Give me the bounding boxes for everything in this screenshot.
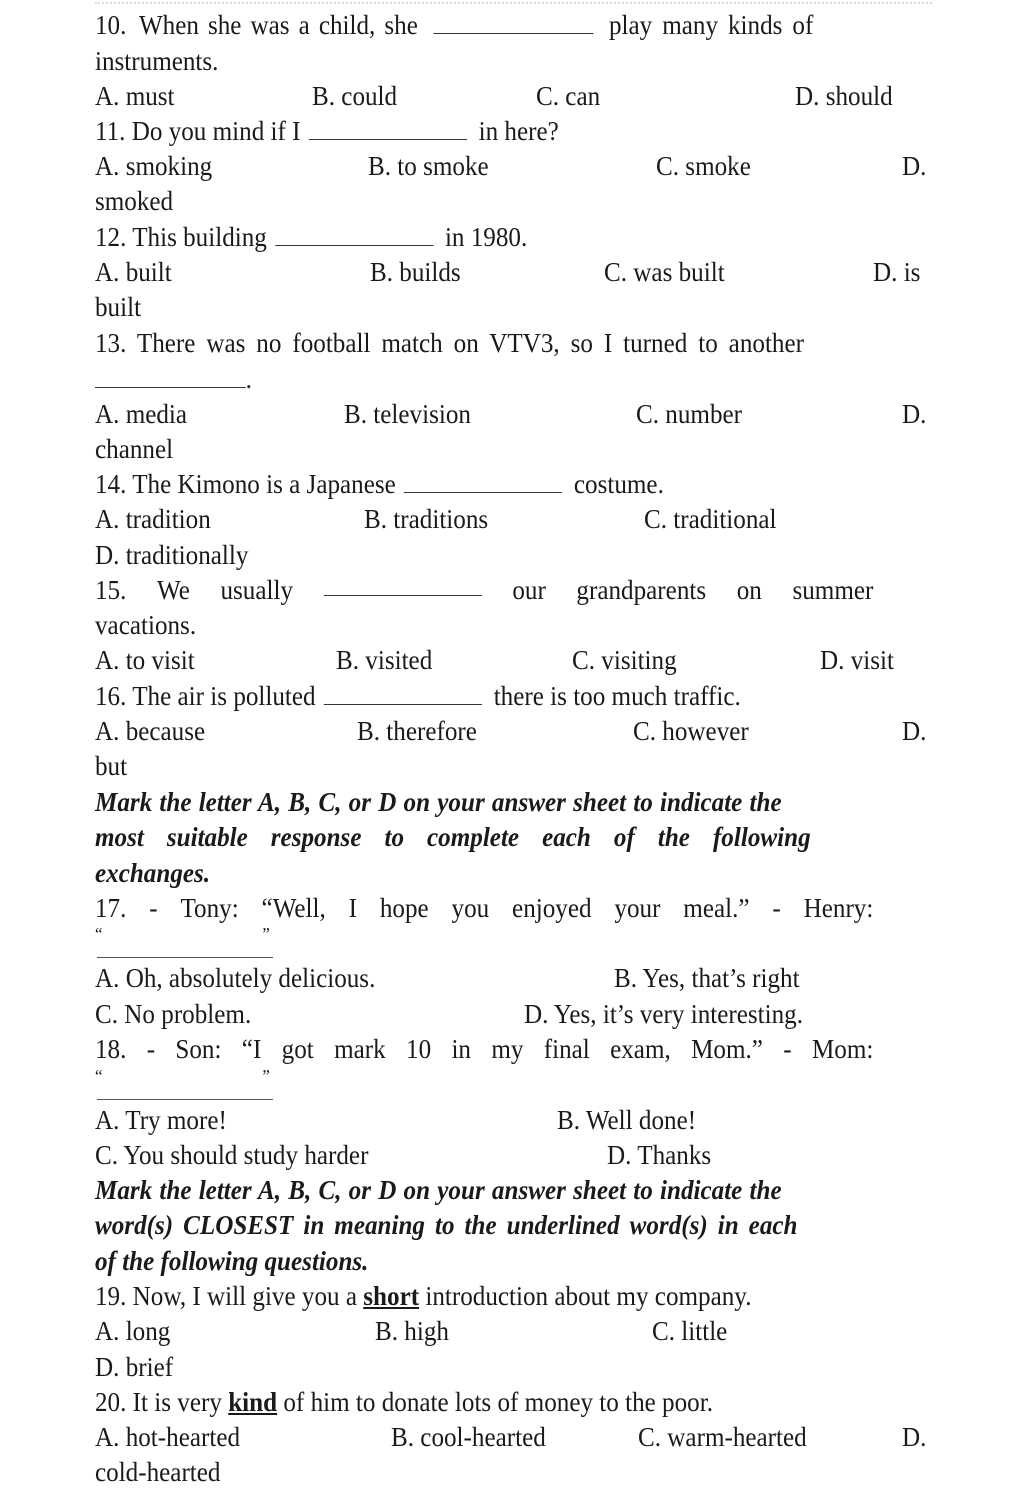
- question-text: 19. Now, I will give you a: [95, 1281, 357, 1311]
- option-a[interactable]: A. media: [95, 399, 188, 429]
- option-a[interactable]: A. Try more!: [95, 1105, 227, 1135]
- question-text: 16. The air is polluted: [95, 681, 316, 711]
- option-d[interactable]: D. Thanks: [607, 1140, 712, 1170]
- option-a[interactable]: A. to visit: [95, 645, 195, 675]
- option-d-text[interactable]: smoked: [95, 186, 174, 216]
- question-word: 17.: [95, 893, 127, 923]
- question-15: [95, 573, 873, 608]
- option-b[interactable]: B. visited: [336, 645, 433, 675]
- question-word: -: [783, 1034, 792, 1064]
- option-c[interactable]: C. You should study harder: [95, 1140, 369, 1170]
- question-word: your: [614, 893, 661, 923]
- question-word: -: [146, 1034, 156, 1064]
- section-instruction: exchanges.: [95, 858, 211, 888]
- question-13-cont: [95, 362, 873, 397]
- question-word: usually: [220, 575, 294, 605]
- answer-blank[interactable]: [97, 1099, 273, 1100]
- question-word: -: [772, 893, 781, 923]
- option-c[interactable]: C. however: [633, 716, 749, 746]
- open-quote: “: [95, 1066, 103, 1086]
- option-c[interactable]: C. warm-hearted: [638, 1422, 807, 1452]
- option-d-text[interactable]: but: [95, 751, 128, 781]
- question-13: 13. There was no football match on VTV3, so I turned to another: [95, 328, 804, 358]
- option-c[interactable]: C. smoke: [656, 151, 751, 181]
- option-b[interactable]: B. television: [344, 399, 471, 429]
- option-b[interactable]: B. builds: [370, 257, 461, 287]
- question-11: [95, 114, 873, 149]
- option-d[interactable]: D. should: [795, 81, 893, 111]
- section-instruction: Mark the letter A, B, C, or D on your answer sheet to indicate the: [95, 1175, 782, 1205]
- question-word: I: [348, 893, 357, 923]
- option-a[interactable]: A. built: [95, 257, 172, 287]
- answer-blank[interactable]: [97, 957, 273, 958]
- question-17: [95, 891, 873, 926]
- question-word: “I: [241, 1034, 262, 1064]
- answer-blank[interactable]: [324, 682, 482, 705]
- question-word: on: [736, 575, 762, 605]
- question-word: “Well,: [261, 893, 326, 923]
- question-word: -: [149, 893, 158, 923]
- section-instruction: word(s) CLOSEST in meaning to the underlined word(s) in each: [95, 1210, 798, 1240]
- answer-blank[interactable]: [433, 11, 593, 34]
- option-d[interactable]: D.: [902, 1422, 927, 1452]
- option-c[interactable]: C. visiting: [572, 645, 677, 675]
- question-text: 11. Do you mind if I: [95, 116, 301, 146]
- option-d[interactable]: D. Yes, it’s very interesting.: [524, 999, 803, 1029]
- question-text: in here?: [478, 116, 559, 146]
- question-text: introduction about my company.: [425, 1281, 752, 1311]
- question-text: costume.: [573, 469, 664, 499]
- question-word: final: [543, 1034, 590, 1064]
- option-d[interactable]: D. traditionally: [95, 540, 249, 570]
- question-16: [95, 679, 873, 714]
- option-d[interactable]: D.: [902, 151, 927, 181]
- option-c[interactable]: C. can: [536, 81, 601, 111]
- open-quote: “: [95, 924, 103, 944]
- response-quote-line: [95, 1064, 873, 1088]
- question-word: exam,: [610, 1034, 671, 1064]
- option-c[interactable]: C. No problem.: [95, 999, 252, 1029]
- option-d-text[interactable]: built: [95, 292, 142, 322]
- answer-blank[interactable]: [324, 573, 482, 596]
- answer-blank[interactable]: [275, 223, 433, 246]
- question-word: hope: [379, 893, 429, 923]
- question-text: .: [245, 364, 252, 394]
- answer-blank[interactable]: [404, 470, 562, 493]
- section-instruction: of the following questions.: [95, 1246, 369, 1276]
- question-text: of him to donate lots of money to the poor.: [283, 1387, 713, 1417]
- question-text-cont: vacations.: [95, 610, 197, 640]
- question-word: our: [512, 575, 546, 605]
- option-b[interactable]: B. therefore: [357, 716, 477, 746]
- question-word: 18.: [95, 1034, 127, 1064]
- question-word: you: [451, 893, 490, 923]
- option-d[interactable]: D.: [902, 399, 927, 429]
- question-word: 10: [406, 1034, 432, 1064]
- response-quote-line: [95, 922, 873, 946]
- question-text: in 1980.: [444, 222, 528, 252]
- option-b[interactable]: B. cool-hearted: [391, 1422, 546, 1452]
- section-instruction: Mark the letter A, B, C, or D on your answer sheet to indicate the: [95, 787, 782, 817]
- question-word: mark: [334, 1034, 386, 1064]
- answer-blank[interactable]: [95, 365, 246, 388]
- option-b[interactable]: B. Yes, that’s right: [614, 963, 800, 993]
- option-a[interactable]: A. Oh, absolutely delicious.: [95, 963, 376, 993]
- question-text: play many kinds of: [608, 10, 814, 40]
- question-word: Mom.”: [691, 1034, 763, 1064]
- option-d-text[interactable]: cold-hearted: [95, 1457, 221, 1487]
- option-c[interactable]: C. little: [652, 1316, 728, 1346]
- option-c[interactable]: C. number: [636, 399, 743, 429]
- option-d[interactable]: D. is: [873, 257, 921, 287]
- question-14: [95, 467, 873, 502]
- option-a[interactable]: A. tradition: [95, 504, 211, 534]
- question-word: Son:: [175, 1034, 222, 1064]
- question-text: 20. It is very: [95, 1387, 222, 1417]
- option-d[interactable]: D. brief: [95, 1352, 174, 1382]
- answer-blank[interactable]: [309, 117, 467, 140]
- question-10: [95, 8, 873, 43]
- section-instruction: most suitable response to complete each of the following: [95, 822, 811, 852]
- option-c[interactable]: C. was built: [604, 257, 725, 287]
- question-word: 15.: [95, 575, 127, 605]
- option-b[interactable]: B. Well done!: [557, 1105, 697, 1135]
- option-b[interactable]: B. could: [312, 81, 398, 111]
- option-a[interactable]: A. long: [95, 1316, 171, 1346]
- question-text: When she was a child, she: [138, 10, 418, 40]
- option-b[interactable]: B. high: [375, 1316, 449, 1346]
- option-d[interactable]: D.: [902, 716, 927, 746]
- option-b[interactable]: B. traditions: [364, 504, 489, 534]
- question-word: Tony:: [180, 893, 239, 923]
- question-19: [95, 1279, 873, 1314]
- question-word: summer: [792, 575, 874, 605]
- underlined-word: short: [363, 1281, 420, 1311]
- option-a[interactable]: A. smoking: [95, 151, 213, 181]
- question-12: [95, 220, 873, 255]
- question-word: grandparents: [576, 575, 707, 605]
- question-18: [95, 1032, 873, 1067]
- option-a[interactable]: A. because: [95, 716, 206, 746]
- option-d-text[interactable]: channel: [95, 434, 174, 464]
- question-20: [95, 1385, 873, 1420]
- cut-off-previous-line: [95, 0, 932, 4]
- question-word: enjoyed: [512, 893, 592, 923]
- question-text-cont: instruments.: [95, 46, 219, 76]
- question-word: Mom:: [811, 1034, 874, 1064]
- option-a[interactable]: A. hot-hearted: [95, 1422, 241, 1452]
- question-word: meal.”: [683, 893, 750, 923]
- option-c[interactable]: C. traditional: [644, 504, 777, 534]
- option-a[interactable]: A. must: [95, 81, 175, 111]
- question-text: 14. The Kimono is a Japanese: [95, 469, 396, 499]
- option-d[interactable]: D. visit: [820, 645, 894, 675]
- question-number: 10.: [95, 10, 127, 40]
- question-word: in: [451, 1034, 471, 1064]
- question-word: got: [281, 1034, 314, 1064]
- question-word: Henry:: [803, 893, 874, 923]
- question-text: there is too much traffic.: [493, 681, 741, 711]
- underlined-word: kind: [228, 1387, 278, 1417]
- question-word: my: [491, 1034, 524, 1064]
- question-text: 12. This building: [95, 222, 267, 252]
- option-b[interactable]: B. to smoke: [368, 151, 489, 181]
- close-quote: ”: [262, 924, 270, 944]
- close-quote: ”: [262, 1066, 270, 1086]
- question-word: We: [157, 575, 190, 605]
